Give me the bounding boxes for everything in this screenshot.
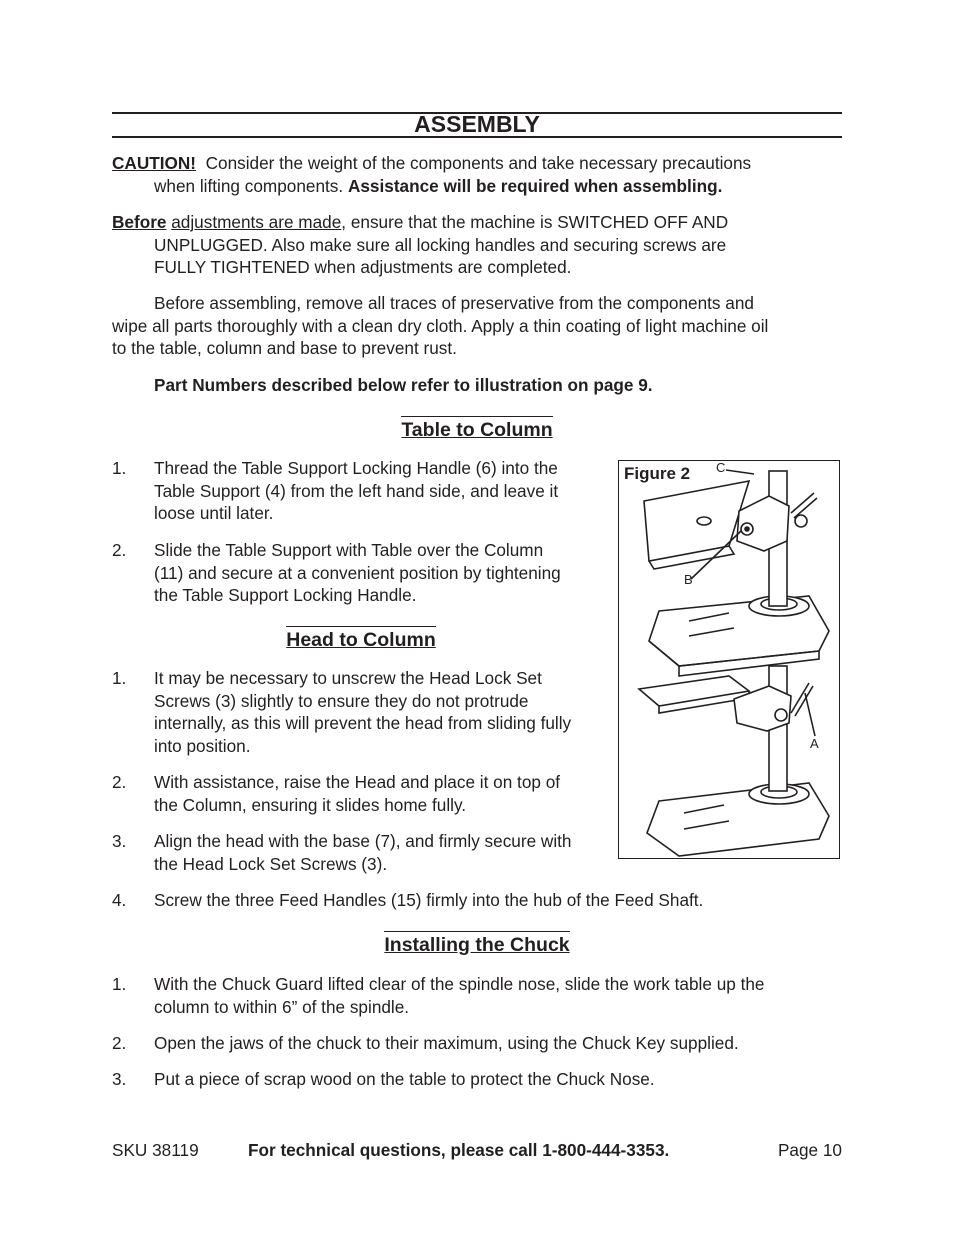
intro-paragraph [112,292,842,360]
step-line: column to within 6” of the spindle. [154,996,410,1017]
caution-bold: Assistance will be required when assembling. [347,175,723,196]
installing-chuck-title: Installing the Chuck [384,931,569,956]
step-line: loose until later. [154,503,274,523]
step-line: Screw the three Feed Handles (15) firmly into the hub of the Feed Shaft. [154,890,704,910]
figure-label-b: B [684,572,693,587]
page-title: ASSEMBLY [414,111,540,137]
step-number: 2. [112,1033,127,1053]
caution-text1: Consider the weight of the components and take necessary precautions [205,153,752,173]
step-number: 4. [112,890,127,910]
section-title-table-to-column [112,419,842,442]
step-line: Open the jaws of the chuck to their maximum, using the Chuck Key supplied. [154,1033,739,1053]
step-number: 3. [112,1069,127,1089]
before-underlined: adjustments are made [171,212,342,232]
table-to-column-title: Table to Column [401,416,552,441]
figure-2 [618,460,840,859]
step-line: internally, as this will prevent the head from sliding fully [154,713,572,733]
caution-text2: when lifting components. [154,175,344,196]
step-number: 3. [112,831,127,851]
lower-assembly-drawing [639,666,829,856]
step-line: Table Support (4) from the left hand side, and leave it [154,480,559,501]
step-line: Slide the Table Support with Table over the Column [154,540,544,560]
figure-label-a: A [810,736,819,751]
step-line: the Table Support Locking Handle. [154,585,417,605]
figure-label-c: C [716,460,726,475]
step-line: (11) and secure at a convenient position by tightening [154,562,561,583]
step-number: 2. [112,772,127,792]
caution-label: CAUTION! [112,153,197,173]
part-number-note-text: Part Numbers described below refer to illustration on page 9. [154,375,653,395]
intro-line2: wipe all parts thoroughly with a clean dry cloth. Apply a thin coating of light machine oil [112,315,769,336]
step-line: Align the head with the base (7), and firmly secure with [154,831,572,851]
step-number: 2. [112,540,127,560]
step-line: the Head Lock Set Screws (3). [154,853,388,874]
step-line: into position. [154,735,251,756]
before-label: Before [112,212,167,232]
step-number: 1. [112,458,127,478]
before-paragraph [112,211,884,279]
before-line3: FULLY TIGHTENED when adjustments are completed. [154,257,572,277]
step-line: It may be necessary to unscrew the Head Lock Set [154,668,542,688]
step-line: With assistance, raise the Head and place it on top of [154,772,561,792]
before-line1-rest: , ensure that the machine is SWITCHED OFF AND [341,212,729,232]
intro-line3: to the table, column and base to prevent rust. [112,338,457,358]
step-line: the Column, ensuring it slides home fully. [154,794,467,815]
drill-press-illustration [619,461,839,858]
step-line: Thread the Table Support Locking Handle (6) into the [154,458,558,478]
step-number: 1. [112,974,127,994]
section-title-installing-chuck [112,934,842,957]
footer-page-number: Page 10 [777,1140,842,1160]
before-line2: UNPLUGGED. Also make sure all locking handles and securing screws are [154,234,727,255]
step-line: With the Chuck Guard lifted clear of the spindle nose, slide the work table up the [154,974,765,994]
head-to-column-title: Head to Column [286,626,436,651]
figure-title: Figure 2 [624,464,691,483]
footer-sku: SKU 38119 [112,1140,199,1160]
intro-line1: Before assembling, remove all traces of preservative from the components and [154,293,754,313]
part-number-note [112,374,842,397]
title-underline-rule [112,136,842,138]
step-number: 1. [112,668,127,688]
step-line: Put a piece of scrap wood on the table to protect the Chuck Nose. [154,1069,655,1089]
upper-assembly-drawing [644,470,829,676]
section-title-head-to-column [112,629,610,652]
step-line: Screws (3) slightly to ensure they do not protrude [154,690,529,711]
footer-support: For technical questions, please call 1-800-444-3353. [248,1140,670,1160]
caution-paragraph [112,152,884,197]
